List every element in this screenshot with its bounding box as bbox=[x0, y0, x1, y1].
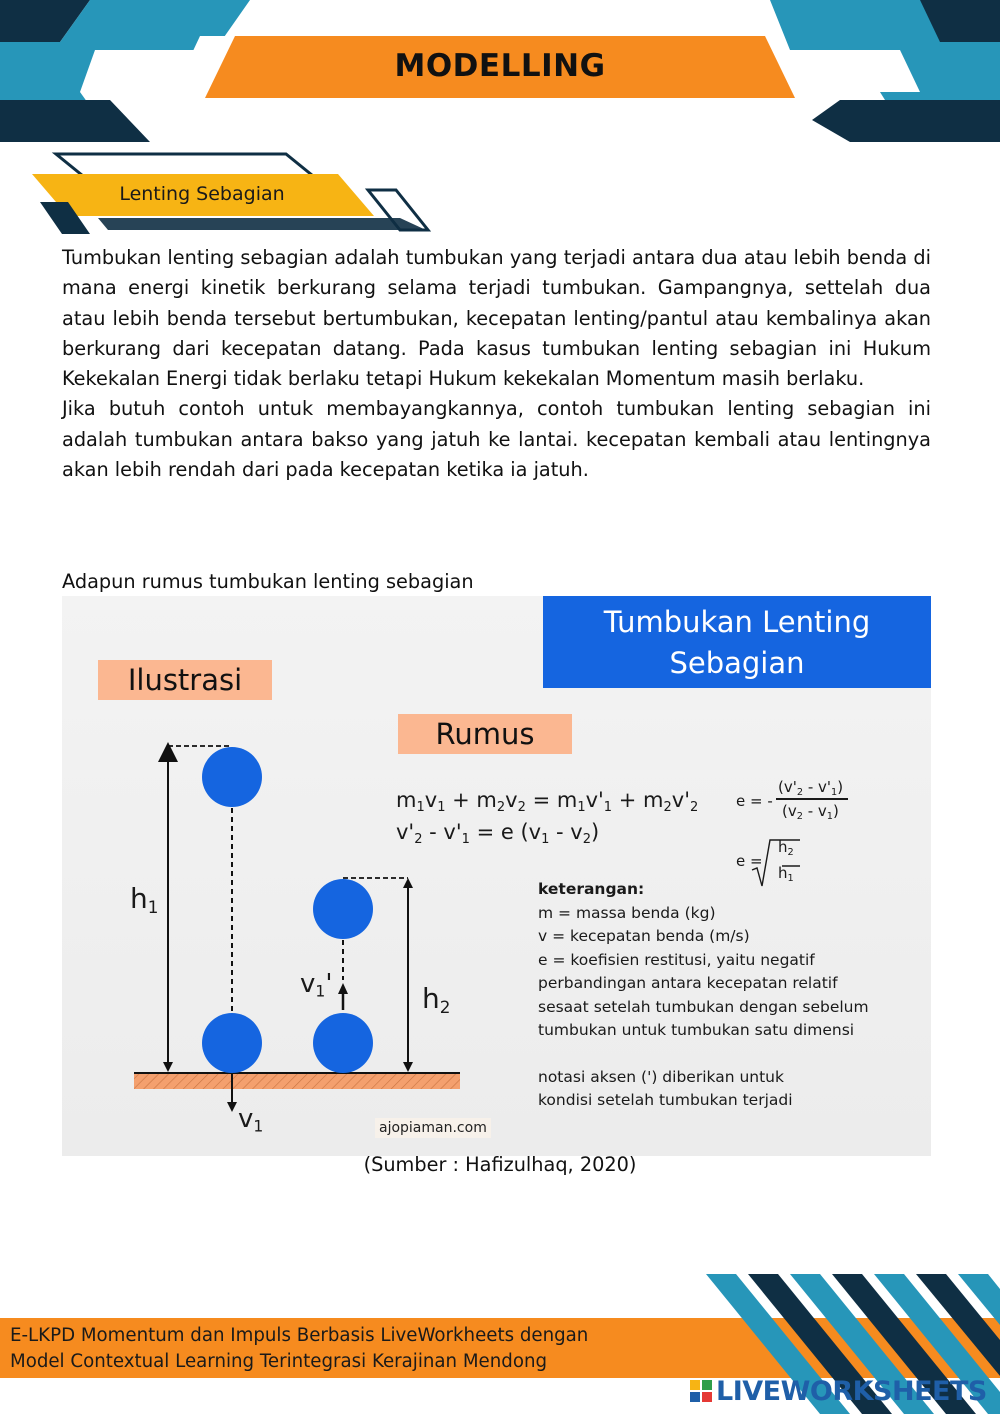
legend-line: e = koefisien restitusi, yaitu negatif bbox=[538, 950, 815, 969]
figure-caption: (Sumber : Hafizulhaq, 2020) bbox=[363, 1153, 637, 1176]
formula-label: Rumus bbox=[398, 714, 572, 754]
ball-rebound-start bbox=[313, 1013, 373, 1073]
h1-label: $h_1$ bbox=[130, 882, 159, 918]
footer-line: E-LKPD Momentum dan Impuls Berbasis LiveWorkheets dengan bbox=[10, 1325, 589, 1346]
legend bbox=[538, 878, 869, 1113]
legend-note: notasi aksen (') diberikan untuk bbox=[538, 1067, 784, 1086]
liveworksheets-logo[interactable] bbox=[690, 1374, 987, 1408]
paragraph-definition: Tumbukan lenting sebagian adalah tumbukan yang terjadi antara dua atau lebih benda di mana energi kinetik berkurang selama terjadi tumbukan. Gampangnya, settelah dua atau lebih benda tersebut bertumbukan, kecepatan lenting/pantul atau kembalinya akan berkurang dari kecepatan datang. Pada kasus tumbukan lenting sebagian ini Hukum Kekekalan Energi tidak berlaku tetapi Hukum kekekalan Momentum masih berlaku. bbox=[62, 246, 931, 391]
legend-title: keterangan: bbox=[538, 880, 645, 898]
brand-name: LIVEWORKSHEETS bbox=[716, 1375, 987, 1407]
legend-line: sesaat setelah tumbukan dengan sebelum bbox=[538, 997, 869, 1016]
figure-title: Tumbukan Lenting Sebagian bbox=[543, 596, 931, 688]
restitution-equation: $v'_2 - v'_1 = e$ $(v_1 - v_2)$ bbox=[396, 820, 600, 847]
momentum-equation: $m_1v_1 + m_2v_2 = m_1v'_1 + m_2v'_2$ bbox=[396, 788, 699, 815]
ball-impact bbox=[202, 1013, 262, 1073]
paragraph-example: Jika butuh contoh untuk membayangkannya, contoh tumbukan lenting sebagian ini adalah tumbukan antara bakso yang jatuh ke lantai. kecepatan kembali atau lentingnya akan lebih rendah dari pada kecepatan ketika ia jatuh. bbox=[62, 397, 931, 482]
liveworksheets-logo-icon bbox=[690, 1380, 712, 1402]
ball-rebound-top bbox=[313, 879, 373, 939]
legend-line: perbandingan antara kecepatan relatif bbox=[538, 974, 838, 992]
legend-line: m = massa benda (kg) bbox=[538, 903, 716, 922]
body-text bbox=[62, 243, 931, 485]
h2-label: $h_2$ bbox=[422, 982, 451, 1018]
v1-prime-label: $v_1'$ bbox=[300, 969, 333, 1001]
legend-line: tumbukan untuk tumbukan satu dimensi bbox=[538, 1021, 855, 1039]
formula-intro: Adapun rumus tumbukan lenting sebagian bbox=[62, 570, 474, 593]
section-heading: Lenting Sebagian bbox=[119, 183, 285, 205]
footer-text bbox=[10, 1323, 730, 1375]
page-title: MODELLING bbox=[394, 48, 606, 84]
formula-figure: Tumbukan Lenting Sebagian Ilustrasi Rumus $m_1v_1 + m_2v_2 = m_1v'_1 + m_2v'_2$ $v'_2 - v'_1 = e$ $(v_1 - v_2)$ e = - $(v'_2 - v'_1)$ $(v_2 - v_1)$ e = $h_2$ $h_1$ keterangan: m = massa benda (kg) v = kecepatan benda (m/s) e = koefisien restitusi, yaitu negatif perbandingan antara kecepatan relatif sesaat setelah tumbukan dengan sebelum tumbukan untuk tumbukan satu dimensi notasi aksen (') diberikan untuk kondisi setelah tumbukan terjadi $h_1$ $h_2$ $v_1'$ $v_1$ ajopiaman.com bbox=[62, 596, 931, 1156]
footer-line: Model Contextual Learning Terintegrasi Kerajinan Mendong bbox=[10, 1351, 548, 1372]
legend-line: v = kecepatan benda (m/s) bbox=[538, 927, 750, 945]
figure-credit: ajopiaman.com bbox=[375, 1118, 491, 1138]
v1-label: $v_1$ bbox=[238, 1104, 264, 1136]
ball-top bbox=[202, 747, 262, 807]
illustration-label: Ilustrasi bbox=[98, 660, 272, 700]
legend-note: kondisi setelah tumbukan terjadi bbox=[538, 1091, 793, 1109]
